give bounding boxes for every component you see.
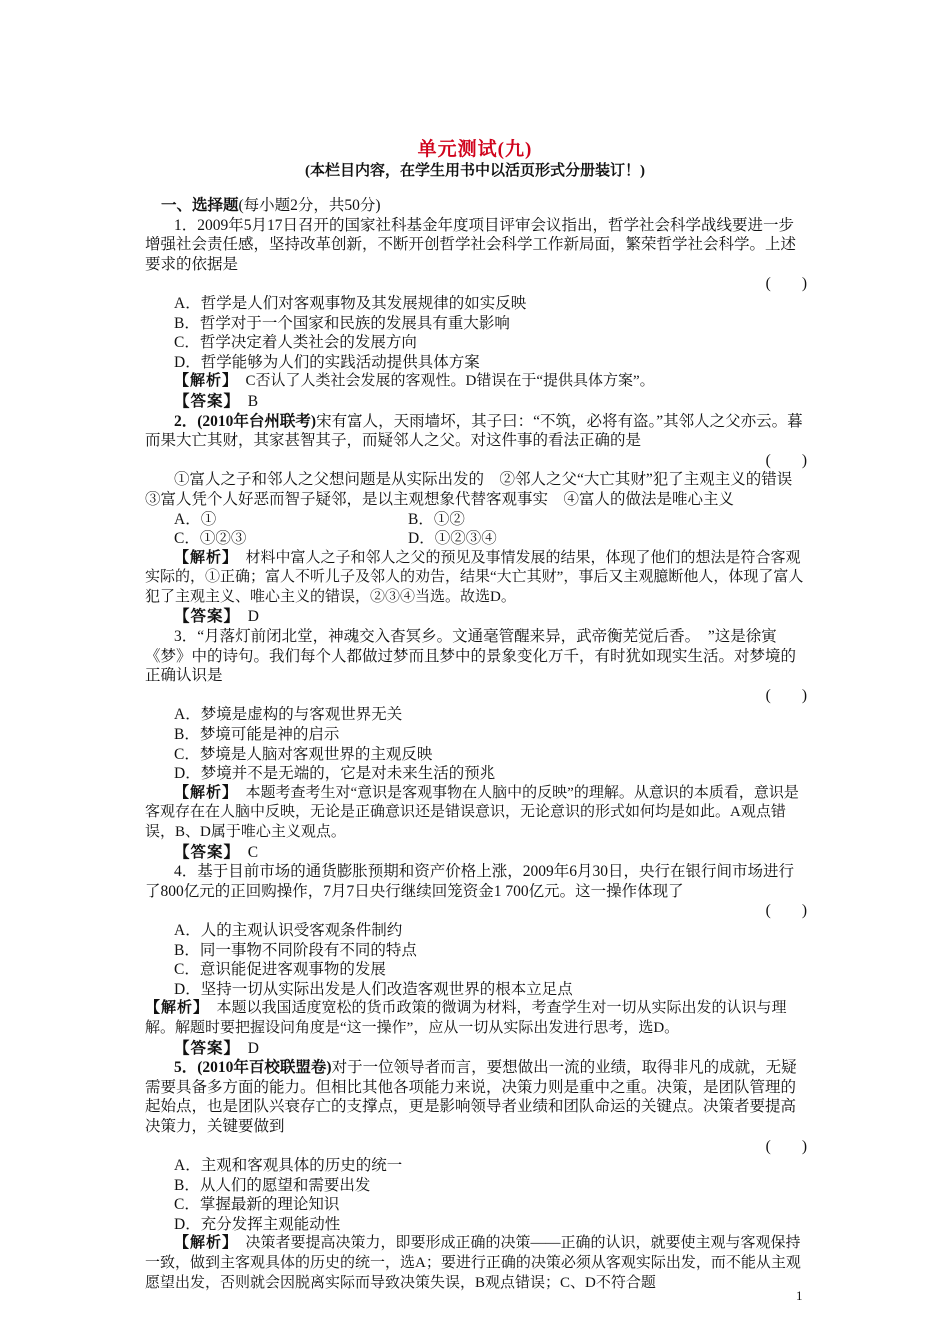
option: B．梦境可能是神的启示 [174, 726, 340, 744]
question-stem: 3．“月落灯前闭北堂，神魂交入杳冥乡。文通毫管醒来异，武帝衡芜觉后香。 ”这是徐寅《梦》中的诗句。我们每个人都做过梦而且梦中的景象变化万千，有时犹如现实生活。对梦境的正确认识是 [145, 628, 797, 685]
question-stem: 4．基于目前市场的通货膨胀预期和资产价格上涨，2009年6月30日，央行在银行间市场进行了800亿元的正回购操作，7月7日央行继续回笼资金1 700亿元。这一操作体现了 [145, 863, 795, 900]
option: A．哲学是人们对客观事物及其发展规律的如实反映 [174, 294, 527, 312]
answer-bracket: ( ) [765, 275, 807, 293]
analysis: 【解析】 决策者要提高决策力，即要形成正确的决策——正确的认识，就要使主观与客观保持一致，做到主客观具体的历史的统一，选A；要进行正确的决策必须从客观实际出发，而不能从主观愿望出发，否则就会因脱离实际而导致决策失误，B观点错误；C、D不符合题 [145, 1235, 801, 1291]
question-stem: 1．2009年5月17日召开的国家社科基金年度项目评审会议指出，哲学社会科学战线要进一步增强社会责任感，坚持改革创新，不断开创哲学社会科学工作新局面，繁荣哲学社会科学。上述要求的依据是 [145, 216, 797, 273]
question-stem: 5．(2010年百校联盟卷)对于一位领导者而言，要想做出一流的业绩，取得非凡的成就，无疑需要具备多方面的能力。但相比其他各项能力来说，决策力则是重中之重。决策，是团队管理的起始点，也是团队兴衰存亡的支撑点，更是影响领导者业绩和团队命运的关键点。决策者要提高决策力，关键要做到 [145, 1059, 797, 1135]
exam-content [145, 196, 809, 1293]
option: B．①② [408, 510, 465, 528]
option: B．哲学对于一个国家和民族的发展具有重大影响 [174, 314, 510, 332]
answer-bracket: ( ) [765, 451, 807, 469]
analysis: 【解析】 本题以我国适度宽松的货币政策的微调为材料，考查学生对一切从实际出发的认识与理解。解题时要把握设问角度是“这一操作”，应从一切从实际出发进行思考，选D。 [145, 1000, 787, 1036]
option: D．哲学能够为人们的实践活动提供具体方案 [174, 353, 480, 371]
option: C．意识能促进客观事物的发展 [174, 961, 386, 979]
option: C．①②③ [174, 530, 247, 548]
option: C．梦境是人脑对客观世界的主观反映 [174, 745, 433, 763]
page-number: 1 [796, 1288, 803, 1303]
option: B．从人们的愿望和需要出发 [174, 1176, 371, 1194]
option: D．坚持一切从实际出发是人们改造客观世界的根本立足点 [174, 980, 573, 998]
question-1 [145, 216, 809, 412]
option: A．主观和客观具体的历史的统一 [174, 1157, 403, 1175]
option: A．梦境是虚构的与客观世界无关 [174, 706, 403, 724]
answer: 【答案】 C [174, 843, 259, 861]
section-heading: 一、选择题(每小题2分，共50分) [161, 197, 381, 214]
question-5 [145, 1058, 809, 1293]
option: D．梦境并不是无端的，它是对未来生活的预兆 [174, 765, 496, 783]
option-row [145, 510, 809, 530]
answer: 【答案】 B [174, 392, 259, 410]
option-row [145, 529, 809, 549]
answer: 【答案】 D [174, 1039, 259, 1057]
option: B．同一事物不同阶段有不同的特点 [174, 941, 417, 959]
analysis: 【解析】 材料中富人之子和邻人之父的预见及事情发展的结果，体现了他们的想法是符合客观实际的，①正确；富人不听儿子及邻人的劝告，结果“大亡其财”，事后又主观臆断他人，体现了富人犯了主观主义、唯心主义的错误，②③④当选。故选D。 [145, 549, 804, 605]
answer-bracket: ( ) [765, 686, 807, 704]
page-subtitle: (本栏目内容，在学生用书中以活页形式分册装订！) [305, 163, 645, 179]
option: D．充分发挥主观能动性 [174, 1215, 341, 1233]
question-stem: 2．(2010年台州联考)宋有富人，天雨墙坏，其子曰：“不筑，必将有盗。”其邻人之父亦云。暮而果大亡其财，其家甚智其子，而疑邻人之父。对这件事的看法正确的是 [145, 412, 803, 450]
option: D．①②③④ [408, 530, 497, 548]
analysis: 【解析】 本题考查考生对“意识是客观事物在人脑中的反映”的理解。从意识的本质看，意识是客观存在在人脑中反映，无论是正确意识还是错误意识，无论意识的形式如何均是如此。A观点错误，B、D属于唯心主义观点。 [145, 784, 799, 840]
answer: 【答案】 D [174, 608, 259, 626]
answer-bracket: ( ) [765, 902, 807, 920]
question-3 [145, 627, 809, 862]
page-title: 单元测试(九) [417, 139, 533, 160]
option: A．① [174, 510, 217, 528]
question-2 [145, 412, 809, 628]
analysis: 【解析】 C否认了人类社会发展的客观性。D错误在于“提供具体方案”。 [174, 373, 655, 390]
answer-bracket: ( ) [765, 1137, 807, 1155]
option: C．掌握最新的理论知识 [174, 1196, 340, 1214]
question-4 [145, 862, 809, 1058]
statements: ①富人之子和邻人之父想问题是从实际出发的 ②邻人之父“大亡其财”犯了主观主义的错误 ③富人凭个人好恶而智子疑邻，是以主观想象代替客观事实 ④富人的做法是唯心主义 [145, 471, 808, 508]
option: C．哲学决定着人类社会的发展方向 [174, 334, 417, 352]
option: A．人的主观认识受客观条件制约 [174, 921, 403, 939]
